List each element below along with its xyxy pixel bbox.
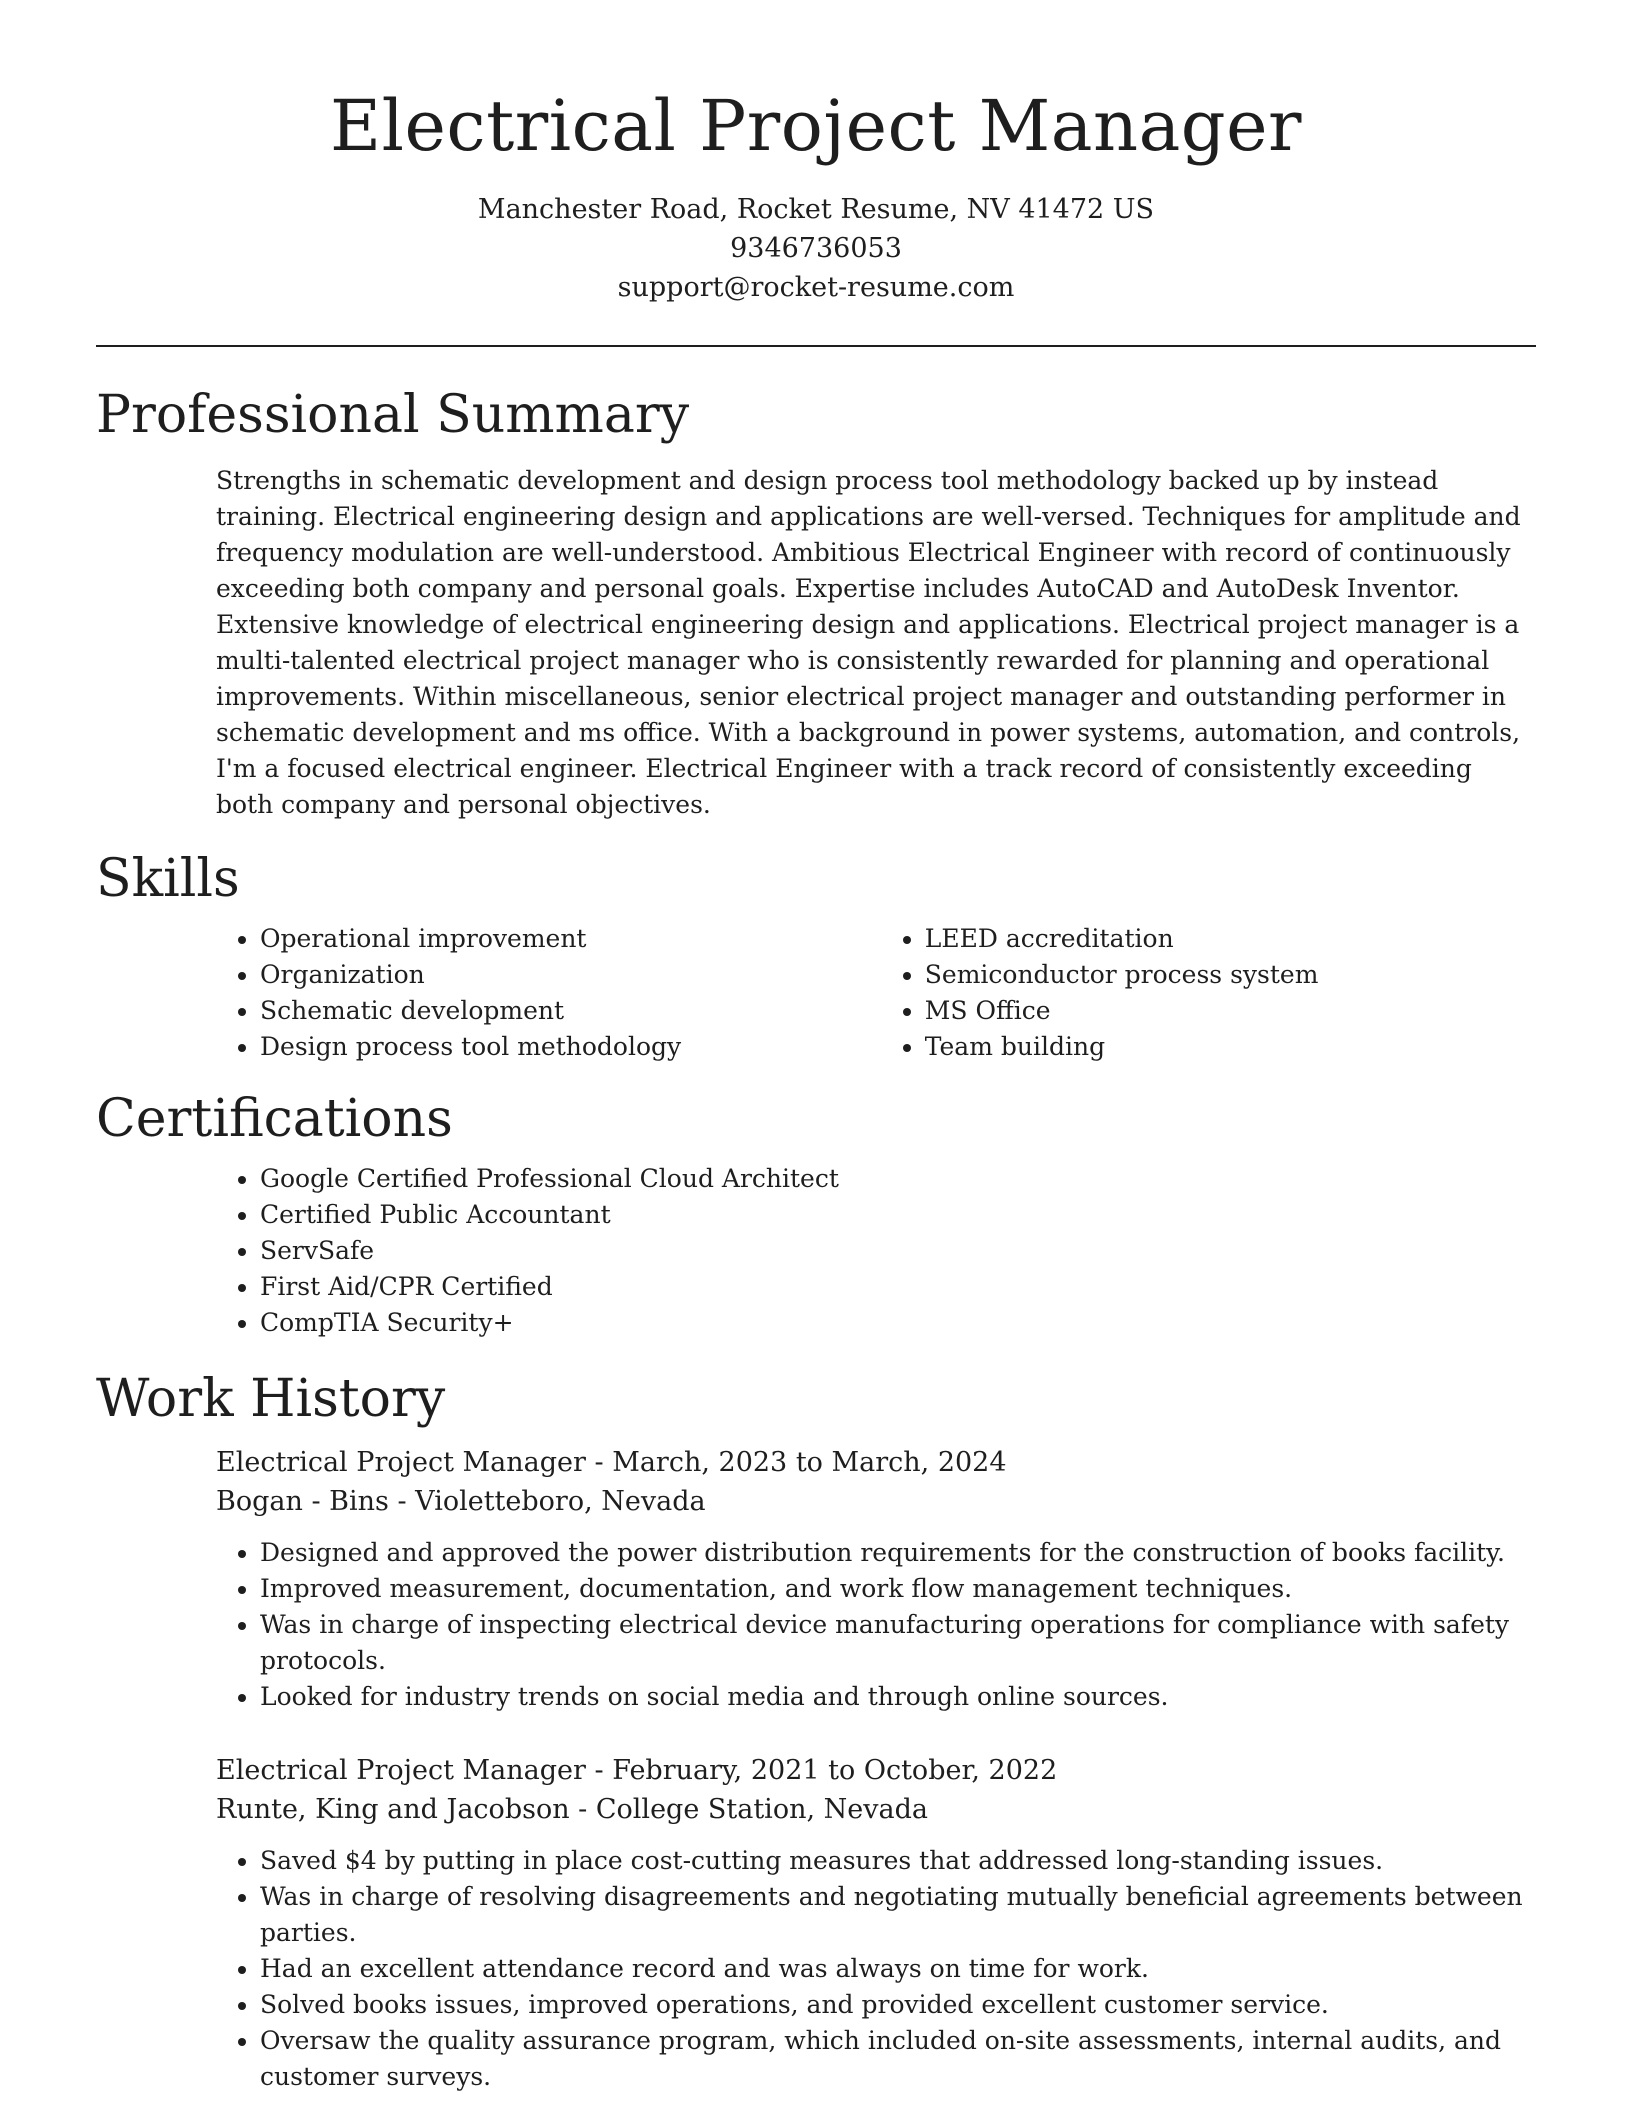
skills-section [96, 847, 1536, 1065]
certifications-list [96, 1161, 1536, 1341]
contact-email: support@rocket-resume.com [617, 272, 1015, 303]
contact-address: Manchester Road, Rocket Resume, NV 41472 US [477, 194, 1155, 225]
job-header [216, 1751, 1536, 1829]
job-title-line: Electrical Project Manager - February, 2021 to October, 2022 [216, 1755, 1058, 1786]
work-history-heading: Work History [96, 1369, 446, 1429]
job-bullet: • Solved books issues, improved operations, and provided excellent customer service. [260, 1987, 1536, 2023]
summary-heading: Professional Summary [96, 385, 690, 445]
contact-phone: 9346736053 [730, 233, 902, 264]
header-divider [96, 345, 1536, 347]
job-bullet: • Improved measurement, documentation, and work flow management techniques. [260, 1571, 1536, 1607]
job-company-line: Runte, King and Jacobson - College Station, Nevada [216, 1794, 928, 1825]
contact-block [96, 190, 1536, 307]
certifications-heading: Certifications [96, 1089, 453, 1149]
certification-item: • CompTIA Security+ [260, 1305, 1536, 1341]
skills-list-left [96, 921, 901, 1065]
certifications-section [96, 1087, 1536, 1341]
certification-item: • ServSafe [260, 1233, 1536, 1269]
skill-item: • Semiconductor process system [925, 957, 1536, 993]
job-bullet: • Oversaw the quality assurance program, which included on-site assessments, internal audits, and customer surveys. [260, 2023, 1536, 2095]
job-entry [96, 1751, 1536, 2095]
work-history-section [96, 1367, 1536, 2095]
certification-item: • Google Certified Professional Cloud Architect [260, 1161, 1536, 1197]
job-company-line: Bogan - Bins - Violetteboro, Nevada [216, 1486, 706, 1517]
job-bullets [96, 1843, 1536, 2095]
job-bullet: • Was in charge of inspecting electrical device manufacturing operations for compliance with safety protocols. [260, 1607, 1536, 1679]
skill-item: • Design process tool methodology [260, 1029, 901, 1065]
certification-item: • First Aid/CPR Certified [260, 1269, 1536, 1305]
job-bullet: • Saved $4 by putting in place cost-cutting measures that addressed long-standing issues. [260, 1843, 1536, 1879]
job-bullet: • Designed and approved the power distribution requirements for the construction of books facility. [260, 1535, 1536, 1571]
skill-item: • MS Office [925, 993, 1536, 1029]
job-title-line: Electrical Project Manager - March, 2023 to March, 2024 [216, 1447, 1007, 1478]
skill-item: • Operational improvement [260, 921, 901, 957]
skill-item: • Team building [925, 1029, 1536, 1065]
resume-header [96, 0, 1536, 307]
summary-section [96, 383, 1536, 823]
job-bullet: • Looked for industry trends on social media and through online sources. [260, 1679, 1536, 1715]
skill-item: • Schematic development [260, 993, 901, 1029]
resume-title: Electrical Project Manager [329, 85, 1302, 167]
skills-columns [96, 921, 1536, 1065]
skill-item: • Organization [260, 957, 901, 993]
job-bullet: • Had an excellent attendance record and was always on time for work. [260, 1951, 1536, 1987]
job-entry [96, 1443, 1536, 1715]
job-bullet: • Was in charge of resolving disagreements and negotiating mutually beneficial agreements between parties. [260, 1879, 1536, 1951]
summary-text: Strengths in schematic development and design process tool methodology backed up by instead training. Electrical engineering design and applications are well-versed. Techniques for amplitude and frequency modulation are well-understood. Ambitious Electrical Engineer with record of continuously exceeding both company and personal goals. Expertise includes AutoCAD and AutoDesk Inventor. Extensive knowledge of electrical engineering design and applications. Electrical project manager is a multi-talented electrical project manager who is consistently rewarded for planning and operational improvements. Within miscellaneous, senior electrical project manager and outstanding performer in schematic development and ms office. With a background in power systems, automation, and controls, I'm a focused electrical engineer. Electrical Engineer with a track record of consistently exceeding both company and personal objectives. [216, 466, 1521, 819]
certification-item: • Certified Public Accountant [260, 1197, 1536, 1233]
skills-list-right [901, 921, 1536, 1065]
job-header [216, 1443, 1536, 1521]
skills-heading: Skills [96, 849, 240, 909]
skill-item: • LEED accreditation [925, 921, 1536, 957]
job-bullets [96, 1535, 1536, 1715]
